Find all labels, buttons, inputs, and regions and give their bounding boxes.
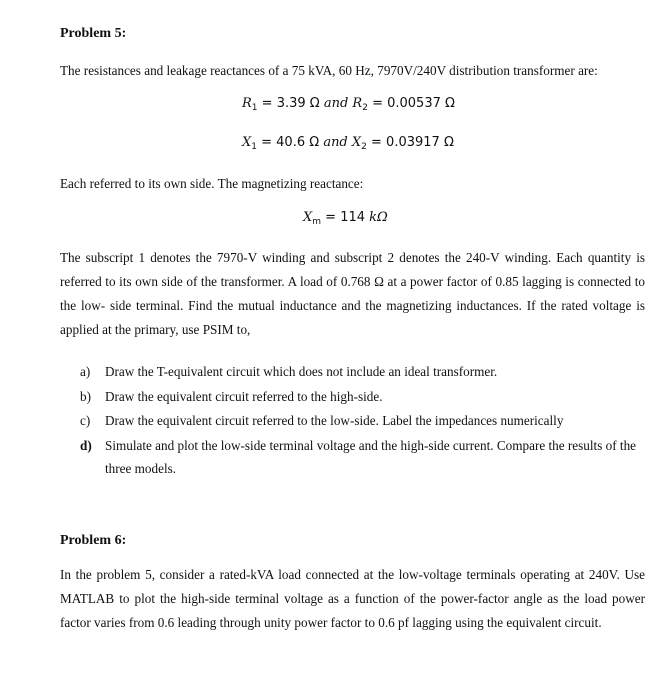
eq3-unit: kΩ bbox=[369, 210, 388, 225]
eq2-x1-value: = 40.6 Ω bbox=[257, 135, 324, 150]
eq2-x1-subscript: 1 bbox=[251, 142, 257, 152]
eq2-x2-symbol: X bbox=[347, 135, 362, 150]
eq2-x2-subscript: 2 bbox=[361, 142, 367, 152]
list-item-c-label: c) bbox=[80, 413, 91, 428]
eq1-r1-value: = 3.39 Ω bbox=[257, 96, 324, 111]
list-item-d-label: d) bbox=[80, 438, 92, 453]
eq1-r2-symbol: R bbox=[348, 96, 363, 111]
list-item-d bbox=[80, 434, 645, 480]
eq1-r2-value: = 0.00537 Ω bbox=[367, 96, 455, 111]
eq2-and: and bbox=[323, 135, 348, 150]
list-item-a bbox=[80, 360, 645, 383]
problem-5-heading: Problem 5: bbox=[60, 26, 127, 41]
list-item-b-text: Draw the equivalent circuit referred to the high-side. bbox=[105, 389, 383, 404]
eq1-and: and bbox=[323, 96, 349, 111]
list-item-a-label: a) bbox=[80, 364, 91, 379]
eq3-xm-subscript: m bbox=[312, 217, 322, 227]
eq3-value: = 114 bbox=[321, 210, 370, 225]
eq2-x1-symbol: X bbox=[242, 135, 252, 150]
problem-6-text: In the problem 5, consider a rated-kVA load connected at the low-voltage terminals operating at 240V. Use MATLAB to plot the high-side terminal voltage as a function of the power-factor angle as the load power factor varies from 0.6 leading through unity power factor to 0.6 pf lagging using the equivalent circuit. bbox=[60, 567, 645, 630]
eq3-xm-symbol: X bbox=[303, 210, 313, 225]
eq2-x2-value: = 0.03917 Ω bbox=[366, 135, 454, 150]
list-item-c bbox=[80, 409, 645, 432]
equation-resistances bbox=[242, 96, 455, 111]
eq1-r1-subscript: 1 bbox=[251, 103, 258, 113]
problem-5-intro: The resistances and leakage reactances of a 75 kVA, 60 Hz, 7970V/240V distribution transformer are: bbox=[60, 63, 598, 78]
each-side-text: Each referred to its own side. The magnetizing reactance: bbox=[60, 176, 364, 191]
problem-6-heading: Problem 6: bbox=[60, 533, 127, 548]
list-item-a-text: Draw the T-equivalent circuit which does not include an ideal transformer. bbox=[105, 364, 498, 379]
equation-reactances bbox=[242, 135, 454, 150]
list-item-b-label: b) bbox=[80, 389, 91, 404]
list-item-d-text: Simulate and plot the low-side terminal voltage and the high-side current. Compare the results of the three models. bbox=[105, 438, 637, 476]
eq1-r2-subscript: 2 bbox=[362, 103, 368, 113]
problem-5-description: The subscript 1 denotes the 7970-V winding and subscript 2 denotes the 240-V winding. Each quantity is referred to its own side of the transformer. A load of 0.768 Ω at a power factor of 0.85 lagging is connected to the low- side terminal. Find the mutual inductance and the magnetizing inductances. If the rated voltage is applied at the primary, use PSIM to, bbox=[60, 250, 645, 337]
eq1-r1-symbol: R bbox=[242, 96, 252, 111]
equation-magnetizing bbox=[303, 210, 388, 225]
list-item-b bbox=[80, 385, 645, 408]
list-item-c-text: Draw the equivalent circuit referred to the low-side. Label the impedances numerically bbox=[105, 413, 564, 428]
